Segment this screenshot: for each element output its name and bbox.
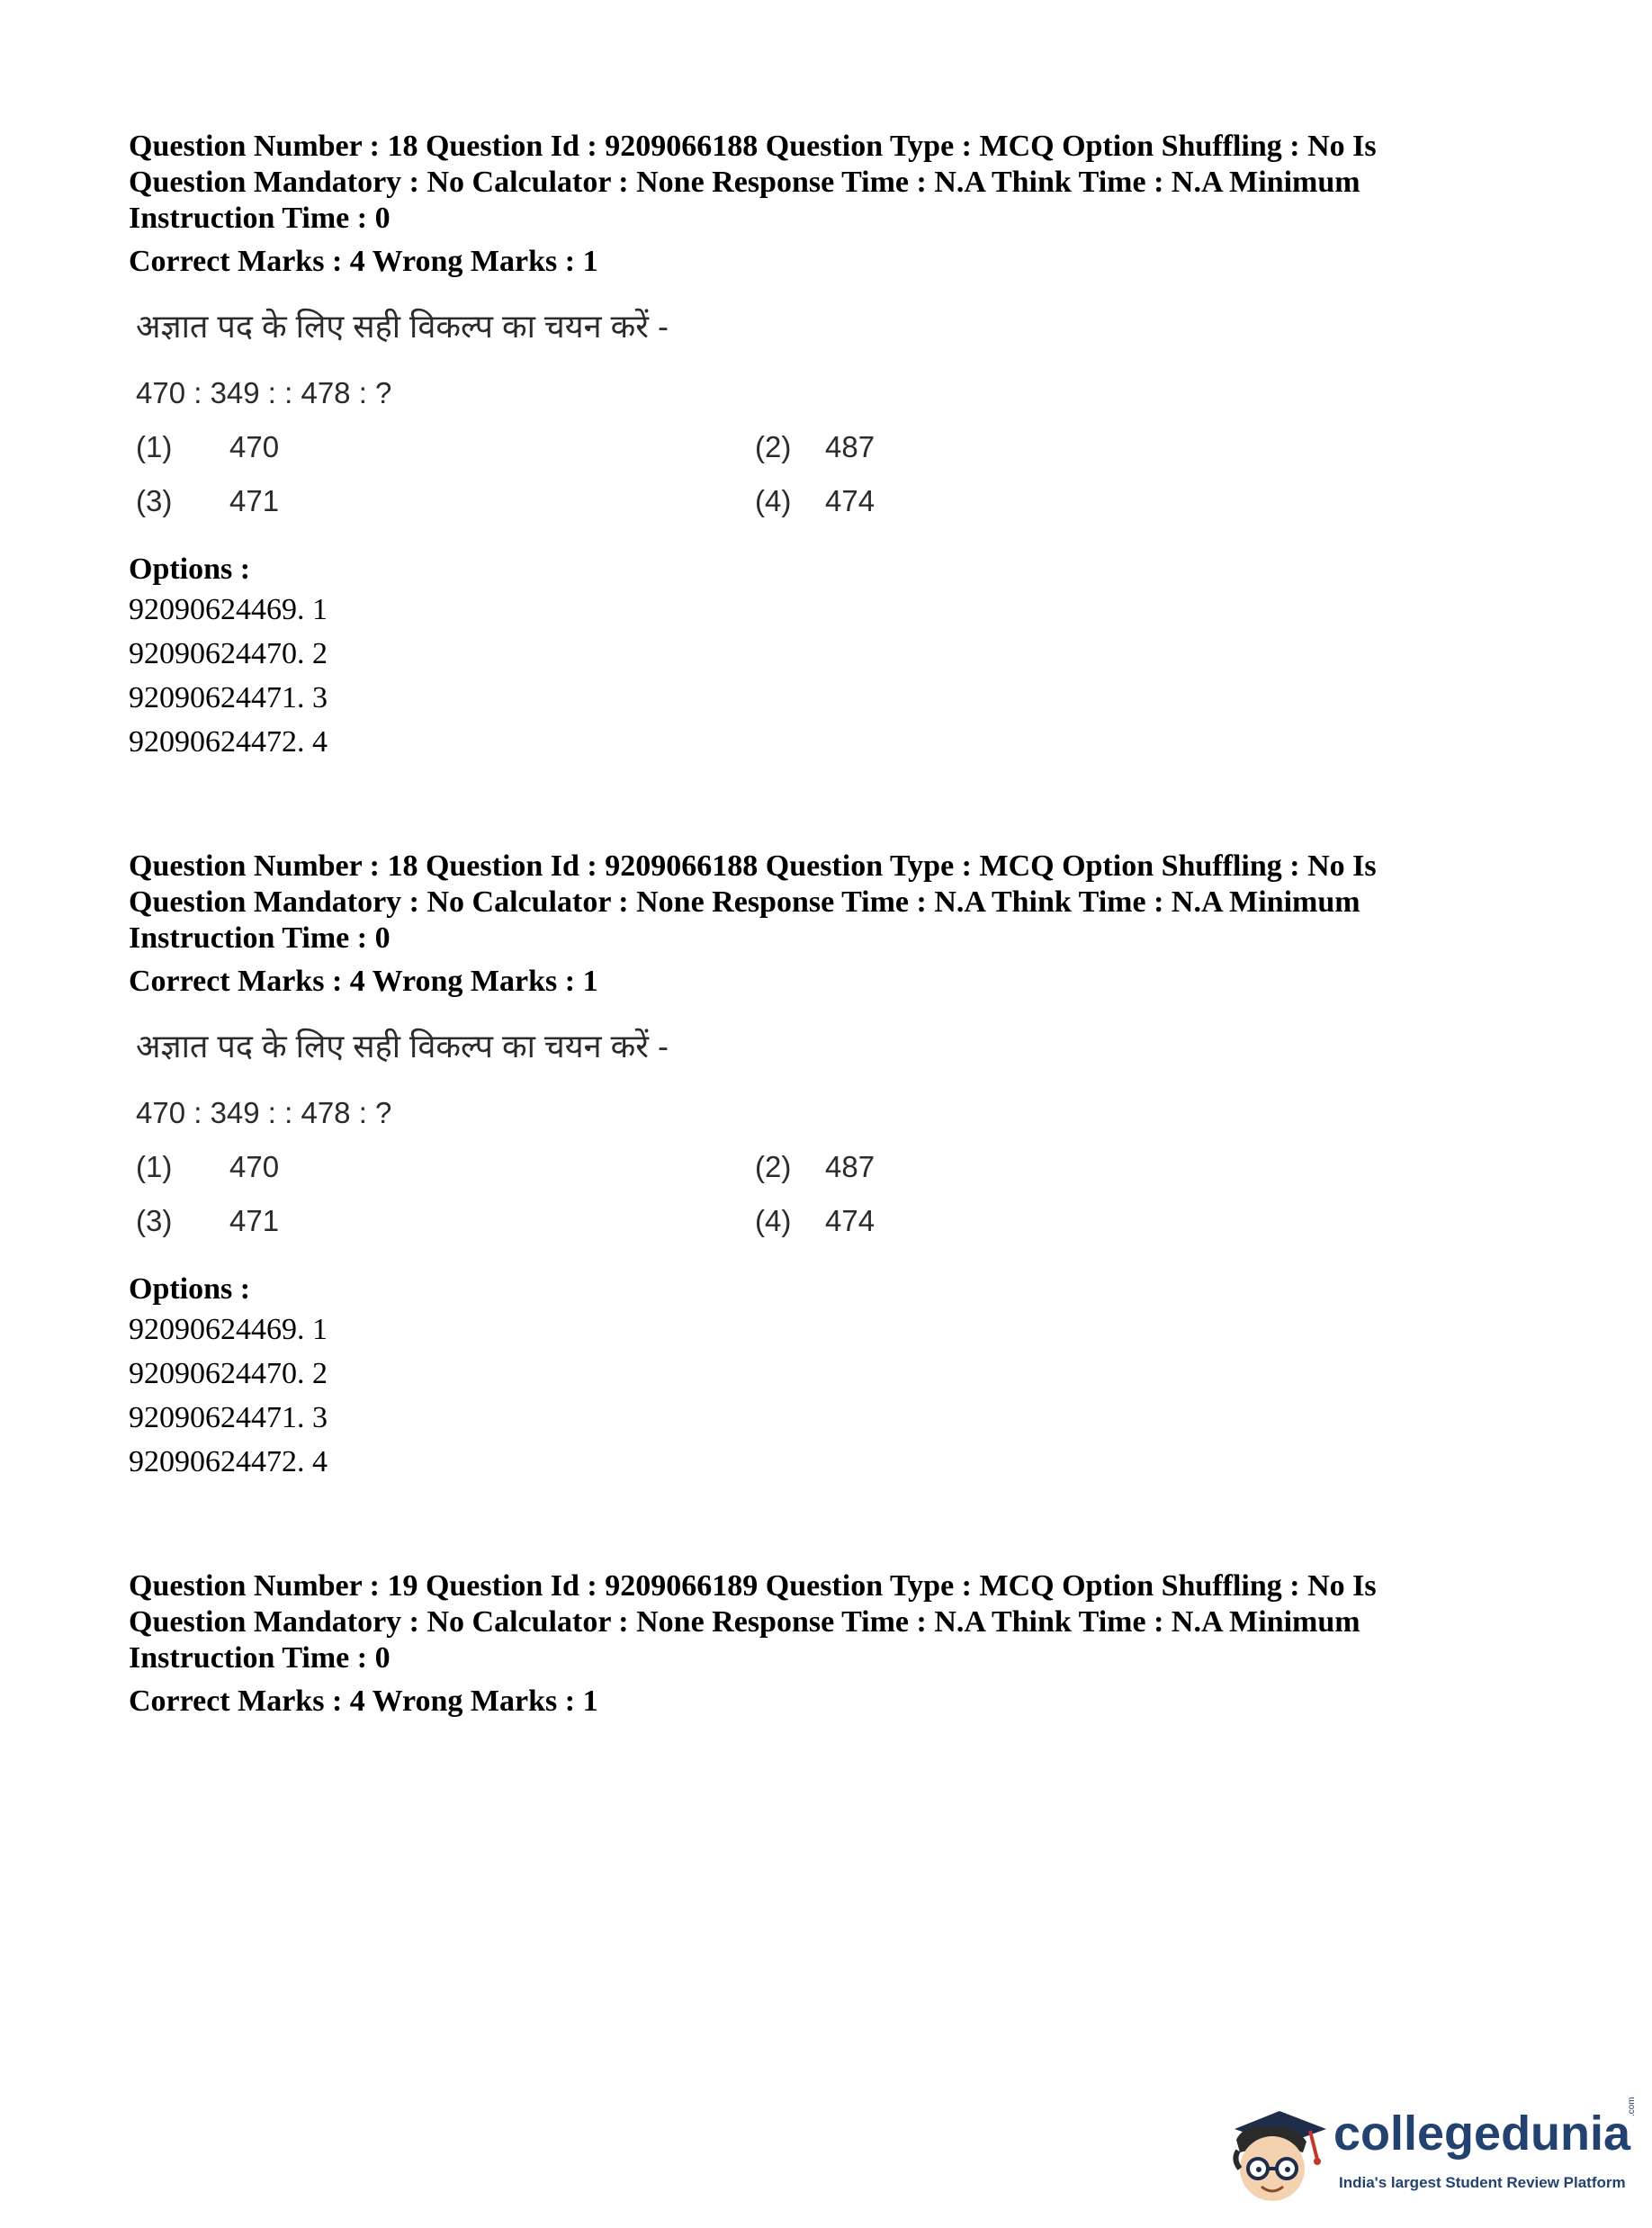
choice-number: (1) bbox=[136, 430, 173, 463]
options-heading: Options : bbox=[129, 1272, 251, 1306]
choice-item bbox=[755, 483, 935, 519]
choice-number: (3) bbox=[136, 1204, 173, 1237]
question-meta-line: Question Number : 18 Question Id : 9209066188 Question Type : MCQ Option Shuffling : No Is bbox=[129, 849, 1377, 883]
question-image bbox=[136, 1027, 928, 1239]
choice-item bbox=[136, 483, 755, 519]
option-line: 92090624469. 1 bbox=[129, 593, 328, 626]
choice-number: (1) bbox=[136, 1150, 173, 1183]
question-text-hindi: अज्ञात पद के लिए सही विकल्प का चयन करें - bbox=[136, 308, 669, 345]
choice-value: 470 bbox=[229, 1150, 280, 1183]
question-meta-line: Question Number : 19 Question Id : 9209066189 Question Type : MCQ Option Shuffling : No Is bbox=[129, 1569, 1377, 1603]
choice-value: 474 bbox=[825, 484, 875, 517]
question-meta-line: Question Number : 18 Question Id : 9209066188 Question Type : MCQ Option Shuffling : No Is bbox=[129, 130, 1377, 163]
choice-value: 487 bbox=[825, 430, 875, 463]
choice-grid bbox=[136, 429, 928, 519]
choice-value: 471 bbox=[229, 1204, 280, 1237]
option-line: 92090624472. 4 bbox=[129, 725, 328, 759]
choice-number: (3) bbox=[136, 484, 173, 517]
question-block-1 bbox=[129, 129, 1532, 764]
choice-value: 470 bbox=[229, 430, 280, 463]
logo-tagline: India's largest Student Review Platform bbox=[1339, 2174, 1626, 2191]
choice-item bbox=[755, 1203, 935, 1239]
options-heading: Options : bbox=[129, 553, 251, 586]
choice-grid bbox=[136, 1149, 928, 1239]
marks-line: Correct Marks : 4 Wrong Marks : 1 bbox=[129, 1684, 598, 1718]
choice-number: (2) bbox=[755, 1150, 792, 1183]
question-meta-line: Instruction Time : 0 bbox=[129, 921, 391, 955]
question-text-hindi: अज्ञात पद के लिए सही विकल्प का चयन करें - bbox=[136, 1028, 669, 1065]
choice-value: 474 bbox=[825, 1204, 875, 1237]
question-image bbox=[136, 307, 928, 519]
choice-value: 487 bbox=[825, 1150, 875, 1183]
option-line: 92090624470. 2 bbox=[129, 1357, 328, 1390]
choice-item bbox=[136, 1149, 755, 1185]
choice-item bbox=[136, 1203, 755, 1239]
choice-number: (4) bbox=[755, 1204, 792, 1237]
option-line: 92090624471. 3 bbox=[129, 681, 328, 714]
choice-value: 471 bbox=[229, 484, 280, 517]
logo-wordmark: collegedunia bbox=[1333, 2107, 1631, 2161]
question-meta-line: Question Mandatory : No Calculator : None Response Time : N.A Think Time : N.A Minimum bbox=[129, 1605, 1360, 1639]
option-line: 92090624472. 4 bbox=[129, 1445, 328, 1478]
logo-suffix: .com bbox=[1627, 2097, 1637, 2116]
question-meta-line: Question Mandatory : No Calculator : None Response Time : N.A Think Time : N.A Minimum bbox=[129, 166, 1360, 199]
choice-item bbox=[755, 429, 935, 465]
question-ratio: 470 : 349 : : 478 : ? bbox=[136, 376, 392, 409]
marks-line: Correct Marks : 4 Wrong Marks : 1 bbox=[129, 245, 598, 278]
question-meta-line: Question Mandatory : No Calculator : None Response Time : N.A Think Time : N.A Minimum bbox=[129, 885, 1360, 919]
choice-item bbox=[136, 429, 755, 465]
question-block-3 bbox=[129, 1568, 1532, 1720]
student-mascot-icon bbox=[1217, 2097, 1333, 2214]
choice-number: (4) bbox=[755, 484, 792, 517]
choice-number: (2) bbox=[755, 430, 792, 463]
collegedunia-logo bbox=[1217, 2097, 1637, 2214]
question-block-2 bbox=[129, 849, 1532, 1484]
marks-line: Correct Marks : 4 Wrong Marks : 1 bbox=[129, 965, 598, 998]
question-ratio: 470 : 349 : : 478 : ? bbox=[136, 1096, 392, 1129]
option-line: 92090624471. 3 bbox=[129, 1401, 328, 1434]
question-meta-line: Instruction Time : 0 bbox=[129, 202, 391, 235]
question-meta-line: Instruction Time : 0 bbox=[129, 1641, 391, 1675]
option-line: 92090624469. 1 bbox=[129, 1313, 328, 1346]
option-line: 92090624470. 2 bbox=[129, 637, 328, 670]
choice-item bbox=[755, 1149, 935, 1185]
